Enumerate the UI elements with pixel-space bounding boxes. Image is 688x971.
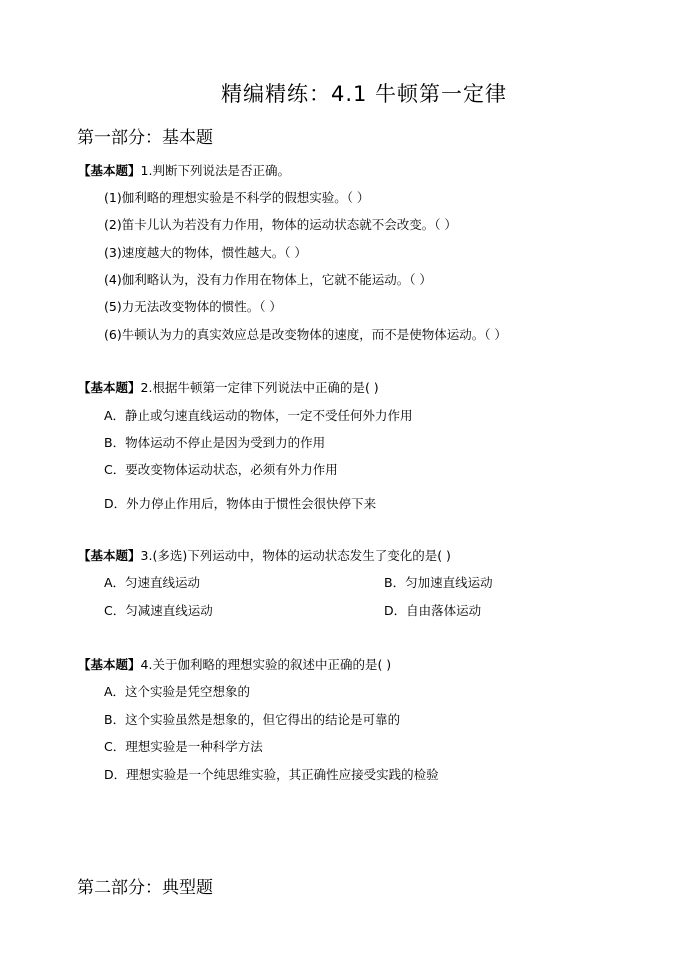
q1-item-5: (5)力无法改变物体的惯性。（ ） xyxy=(104,299,282,314)
page-title: 精编精练：4.1 牛顿第一定律 xyxy=(220,82,508,106)
q1-item-6: (6)牛顿认为力的真实效应总是改变物体的速度，而不是使物体运动。（ ） xyxy=(104,327,507,342)
question-2 xyxy=(78,378,379,396)
question-tag: 【基本题】 xyxy=(78,548,141,563)
q3-option-c: C．匀减速直线运动 xyxy=(104,603,213,618)
question-tag: 【基本题】 xyxy=(78,163,141,178)
question-stem: 2.根据牛顿第一定律下列说法中正确的是( ) xyxy=(140,380,379,395)
question-tag: 【基本题】 xyxy=(78,657,141,672)
q4-option-c: C．理想实验是一种科学方法 xyxy=(104,739,263,754)
q1-item-2: (2)笛卡儿认为若没有力作用，物体的运动状态就不会改变。（ ） xyxy=(104,217,457,232)
q3-option-b: B．匀加速直线运动 xyxy=(384,575,493,590)
question-stem: 4.关于伽利略的理想实验的叙述中正确的是( ) xyxy=(140,657,392,672)
q1-item-1: (1)伽利略的理想实验是不科学的假想实验。（ ） xyxy=(104,190,370,205)
q1-item-4: (4)伽利略认为，没有力作用在物体上，它就不能运动。（ ） xyxy=(104,272,432,287)
question-stem: 3.(多选)下列运动中，物体的运动状态发生了变化的是( ) xyxy=(140,548,451,563)
q2-option-a: A．静止或匀速直线运动的物体，一定不受任何外力作用 xyxy=(104,408,413,423)
q1-item-3: (3)速度越大的物体，惯性越大。（ ） xyxy=(104,245,307,260)
question-stem: 1.判断下列说法是否正确。 xyxy=(140,163,290,178)
q2-option-c: C．要改变物体运动状态，必须有外力作用 xyxy=(104,462,338,477)
q4-option-b: B．这个实验虽然是想象的，但它得出的结论是可靠的 xyxy=(104,712,401,727)
q3-option-d: D．自由落体运动 xyxy=(384,603,482,618)
q4-option-d: D．理想实验是一个纯思维实验，其正确性应接受实践的检验 xyxy=(104,767,439,782)
question-tag: 【基本题】 xyxy=(78,380,141,395)
question-4 xyxy=(78,655,391,673)
q2-option-d: D．外力停止作用后，物体由于惯性会很快停下来 xyxy=(104,496,377,511)
question-1 xyxy=(78,161,290,179)
section-heading-part1: 第一部分：基本题 xyxy=(77,128,213,148)
q2-option-b: B．物体运动不停止是因为受到力的作用 xyxy=(104,435,326,450)
q3-option-a: A．匀速直线运动 xyxy=(104,575,201,590)
question-3 xyxy=(78,546,451,564)
section-heading-part2: 第二部分：典型题 xyxy=(77,878,213,898)
q4-option-a: A．这个实验是凭空想象的 xyxy=(104,684,251,699)
